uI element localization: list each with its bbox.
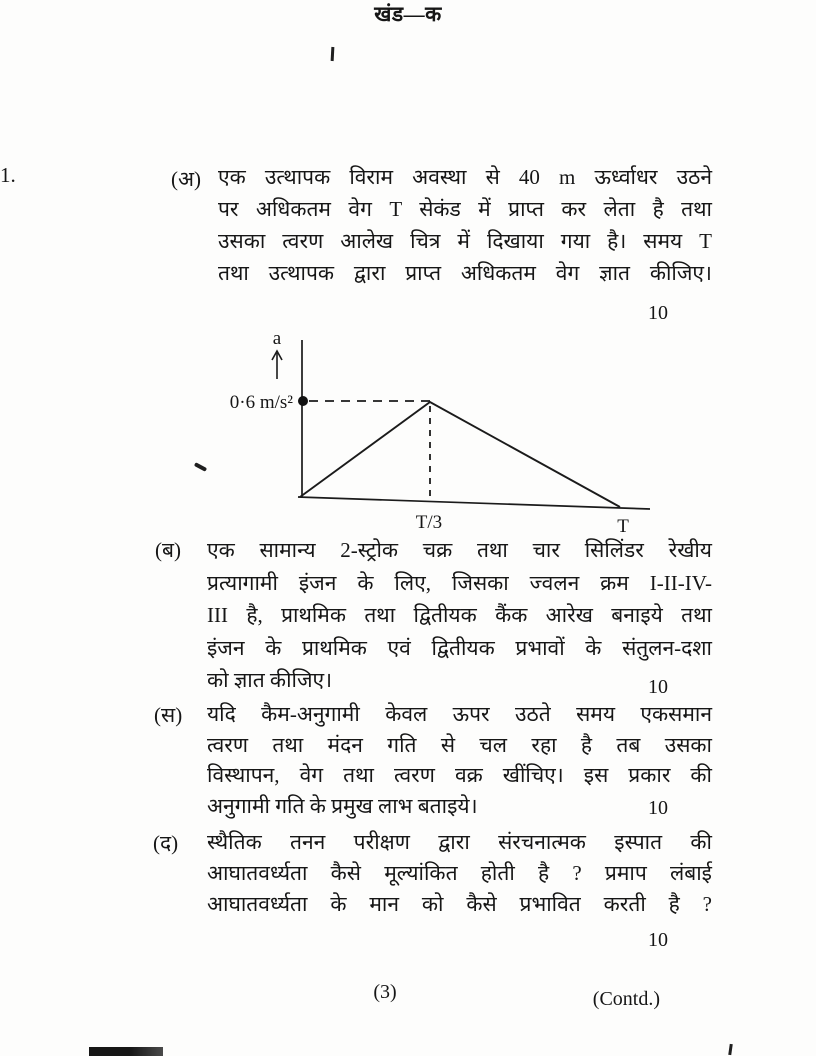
graph-triangle-curve: [300, 402, 620, 507]
graph-x-axis: [298, 497, 650, 509]
scan-artifact-bottom-tick: [728, 1044, 733, 1055]
question-c-line: विस्थापन, वेग तथा त्वरण वक्र खींचिए। इस प्रकार की: [207, 763, 712, 787]
question-d-line: आघातवर्ध्यता के मान को कैसे प्रभावित करती है ?: [207, 892, 712, 916]
question-d-text: [207, 827, 712, 920]
section-heading: खंड—क: [374, 2, 442, 26]
question-a-text: [218, 161, 712, 289]
question-b-marks: 10: [648, 676, 668, 698]
question-b-line: को ज्ञात कीजिए।: [207, 668, 333, 692]
question-a-line: उसका त्वरण आलेख चित्र में दिखाया गया है। समय T: [218, 229, 712, 253]
question-a-line: पर अधिकतम वेग T सेकंड में प्राप्त कर लेता है तथा: [218, 197, 712, 221]
question-b-line: प्रत्यागामी इंजन के लिए, जिसका ज्वलन क्रम I-II-IV-: [207, 570, 712, 595]
question-a-line: तथा उत्थापक द्वारा प्राप्त अधिकतम वेग ज्ञात कीजिए।: [218, 261, 712, 285]
graph-x-tick-t: T: [617, 516, 629, 537]
question-c-line: यदि कैम-अनुगामी केवल ऊपर उठते समय एकसमान: [207, 702, 712, 726]
question-b-text: [207, 534, 712, 697]
question-d-line: स्थैतिक तनन परीक्षण द्वारा संरचनात्मक इस्पात की: [207, 830, 712, 854]
scan-artifact-top-tick: [331, 47, 335, 61]
graph-y-axis-label: a: [272, 328, 282, 349]
question-c-label: (स): [154, 703, 183, 727]
question-c-line: अनुगामी गति के प्रमुख लाभ बताइये।: [207, 793, 478, 818]
question-d-label: (द): [153, 831, 179, 855]
acceleration-time-graph: [180, 328, 680, 538]
graph-peak-value-label: 0·6 m/s²: [229, 392, 293, 413]
question-a-line: एक उत्थापक विराम अवस्था से 40 m ऊर्ध्वाधर उठने: [218, 165, 712, 189]
question-a-label: (अ): [171, 167, 202, 191]
page-number: (3): [373, 981, 397, 1003]
question-c-line: त्वरण तथा मंदन गति से चल रहा है तब उसका: [207, 732, 712, 757]
scan-artifact-bottom-bar: [89, 1047, 163, 1056]
contd-label: (Contd.): [592, 988, 660, 1010]
question-number: 1.: [0, 163, 16, 187]
question-b-label: (ब): [155, 538, 181, 562]
question-d-line: आघातवर्ध्यता कैसे मूल्यांकित होती है ? प्रमाप लंबाई: [207, 861, 712, 885]
question-b-line: एक सामान्य 2-स्ट्रोक चक्र तथा चार सिलिंडर रेखीय: [207, 538, 712, 562]
graph-x-tick-t3: T/3: [415, 512, 443, 533]
question-a-marks: 10: [648, 302, 668, 324]
question-d-marks: 10: [648, 929, 668, 951]
question-b-line: इंजन के प्राथमिक एवं द्वितीयक प्रभावों के संतुलन-दशा: [207, 635, 712, 660]
graph-peak-dot: [298, 396, 308, 406]
question-b-line: III है, प्राथमिक तथा द्वितीयक कैंक आरेख बनाइये तथा: [207, 603, 712, 627]
question-c-marks: 10: [648, 797, 668, 819]
